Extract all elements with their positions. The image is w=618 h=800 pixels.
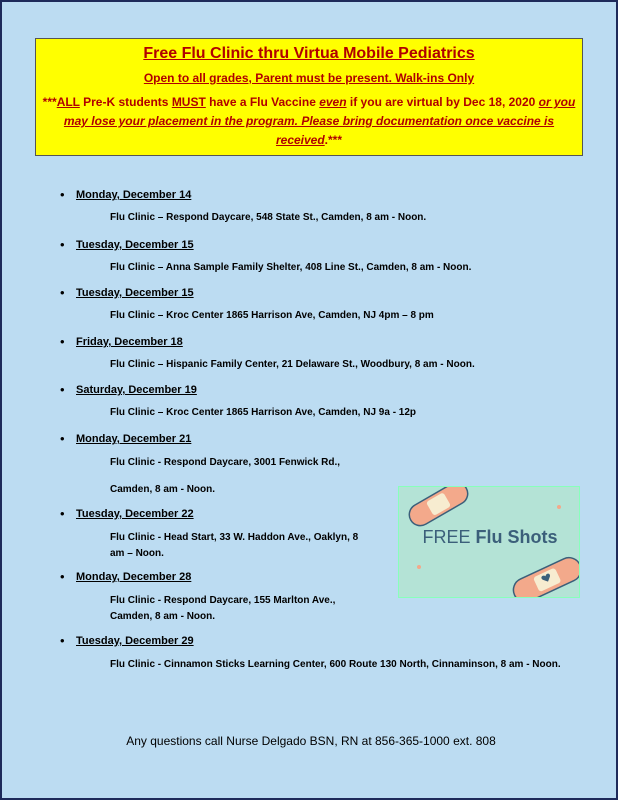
free-flu-shots-image	[398, 486, 580, 598]
notice-part: ALL	[56, 95, 80, 109]
flu-shots-label: Flu Shots	[475, 527, 558, 547]
bullet-icon: •	[60, 382, 65, 397]
clinic-date: Tuesday, December 29	[76, 635, 194, 647]
clinic-detail: am – Noon.	[110, 548, 164, 559]
clinic-date: Tuesday, December 15	[76, 239, 194, 251]
clinic-date: Monday, December 28	[76, 571, 192, 583]
clinic-date: Monday, December 21	[76, 433, 192, 445]
free-label: FREE	[422, 527, 476, 547]
clinic-detail: Flu Clinic - Respond Daycare, 155 Marlton Ave.,	[110, 595, 336, 606]
clinic-detail: Camden, 8 am - Noon.	[110, 611, 216, 622]
notice-part: have a Flu Vaccine	[205, 95, 320, 109]
flyer-subtitle: Open to all grades, Parent must be present. Walk-ins Only	[143, 71, 475, 85]
clinic-detail: Flu Clinic – Kroc Center 1865 Harrison Ave, Camden, NJ 9a - 12p	[110, 407, 417, 418]
clinic-date: Saturday, December 19	[76, 384, 197, 396]
flu-shots-text	[399, 527, 580, 548]
clinic-date: Friday, December 18	[76, 336, 183, 348]
notice-part: MUST	[171, 95, 206, 109]
bullet-icon: •	[60, 237, 65, 252]
contact-footer: Any questions call Nurse Delgado BSN, RN at 856-365-1000 ext. 808	[126, 734, 496, 748]
pre-k-notice	[36, 93, 582, 150]
clinic-date: Tuesday, December 22	[76, 508, 194, 520]
bullet-icon: •	[60, 569, 65, 584]
bullet-icon: •	[60, 633, 65, 648]
bullet-icon: •	[60, 431, 65, 446]
notice-part: .***	[324, 133, 343, 147]
bullet-icon: •	[60, 334, 65, 349]
notice-part: ***	[42, 95, 57, 109]
notice-part: Pre-K students	[79, 95, 172, 109]
clinic-detail: Flu Clinic – Respond Daycare, 548 State St., Camden, 8 am - Noon.	[110, 212, 427, 223]
clinic-detail: Flu Clinic – Anna Sample Family Shelter, 408 Line St., Camden, 8 am - Noon.	[110, 262, 472, 273]
flyer-title: Free Flu Clinic thru Virtua Mobile Pediatrics	[143, 45, 475, 62]
clinic-detail: Camden, 8 am - Noon.	[110, 484, 216, 495]
clinic-detail: Flu Clinic - Cinnamon Sticks Learning Center, 600 Route 130 North, Cinnaminson, 8 am - Noon.	[110, 659, 561, 670]
clinic-date: Monday, December 14	[76, 189, 192, 201]
header-banner	[35, 38, 583, 156]
clinic-detail: Flu Clinic – Hispanic Family Center, 21 Delaware St., Woodbury, 8 am - Noon.	[110, 359, 475, 370]
clinic-detail: Flu Clinic - Respond Daycare, 3001 Fenwick Rd.,	[110, 457, 341, 468]
bullet-icon: •	[60, 187, 65, 202]
notice-part: or you may lose your placement in the program. Please bring documentation once vaccine is received	[63, 95, 576, 147]
notice-part: if you are virtual by Dec 18, 2020	[346, 95, 539, 109]
notice-part: even	[319, 95, 347, 109]
clinic-date: Tuesday, December 15	[76, 287, 194, 299]
bullet-icon: •	[60, 506, 65, 521]
clinic-detail: Flu Clinic - Head Start, 33 W. Haddon Ave., Oaklyn, 8	[110, 532, 359, 543]
bullet-icon: •	[60, 285, 65, 300]
clinic-detail: Flu Clinic – Kroc Center 1865 Harrison Ave, Camden, NJ 4pm – 8 pm	[110, 310, 434, 321]
